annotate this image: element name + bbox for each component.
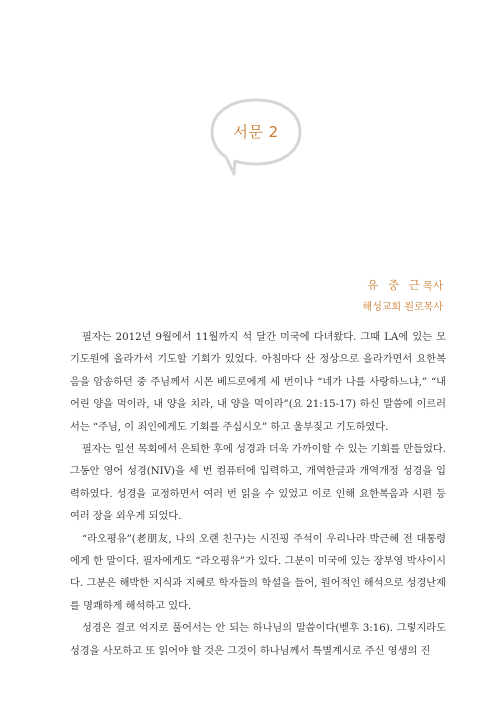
preface-body	[70, 327, 446, 663]
paragraph-1: 필자는 2012년 9월에서 11월까지 석 달간 미국에 다녀왔다. 그때 LA에 있는 모 기도원에 올라가서 기도할 기회가 있었다. 아침마다 산 정상으로 올라가면서 요한복음을 암송하던 중 주님께서 시몬 베드로에게 세 번이나 “네가 나를 사랑하느냐,” “내 어린 양을 먹이라, 내 양을 치라, 내 양을 먹이라”(요 21:15-17) 하신 말씀에 이르러서는 “주님, 이 죄인에게도 기회를 주십시오” 하고 울부짖고 기도하였다.	[70, 332, 446, 433]
author-role: 목사	[422, 280, 443, 292]
author-name: 유 중 근	[367, 278, 423, 292]
author-name-line	[363, 276, 443, 295]
title-speech-bubble	[208, 98, 304, 184]
author-affiliation: 해성교회 원로목사	[362, 302, 443, 313]
paragraph-2: 필자는 일선 목회에서 은퇴한 후에 성경과 더욱 가까이할 수 있는 기회를 만들었다. 그동안 영어 성경(NIV)을 세 번 컴퓨터에 입력하고, 개역한글과 개역개정 성경을 입력하였다. 성경을 교정하면서 여러 번 읽을 수 있었고 이로 인해 요한복음과 시편 등 여러 장을 외우게 되었다.	[70, 444, 446, 523]
paragraph-4: 성경은 결코 억지로 풀어서는 안 되는 하나님의 말씀이다(벧후 3:16). 그렇지라도 성경을 사모하고 또 읽어야 할 것은 그것이 하나님께서 특별계시로 주신 영생의 진	[70, 623, 446, 657]
page-title: 서문 2	[233, 123, 279, 141]
paragraph-3: “라오평유”(老朋友, 나의 오랜 친구)는 시진핑 주석이 우리나라 박근혜 전 대통령에게 한 말이다. 필자에게도 “라오평유”가 있다. 그분이 미국에 있는 장부영 박사이시다. 그분은 해박한 지식과 지혜로 학자들의 학설을 들어, 원어적인 해석으로 성경난제를 명쾌하게 해석하고 있다.	[70, 533, 446, 612]
author-block	[363, 276, 443, 317]
